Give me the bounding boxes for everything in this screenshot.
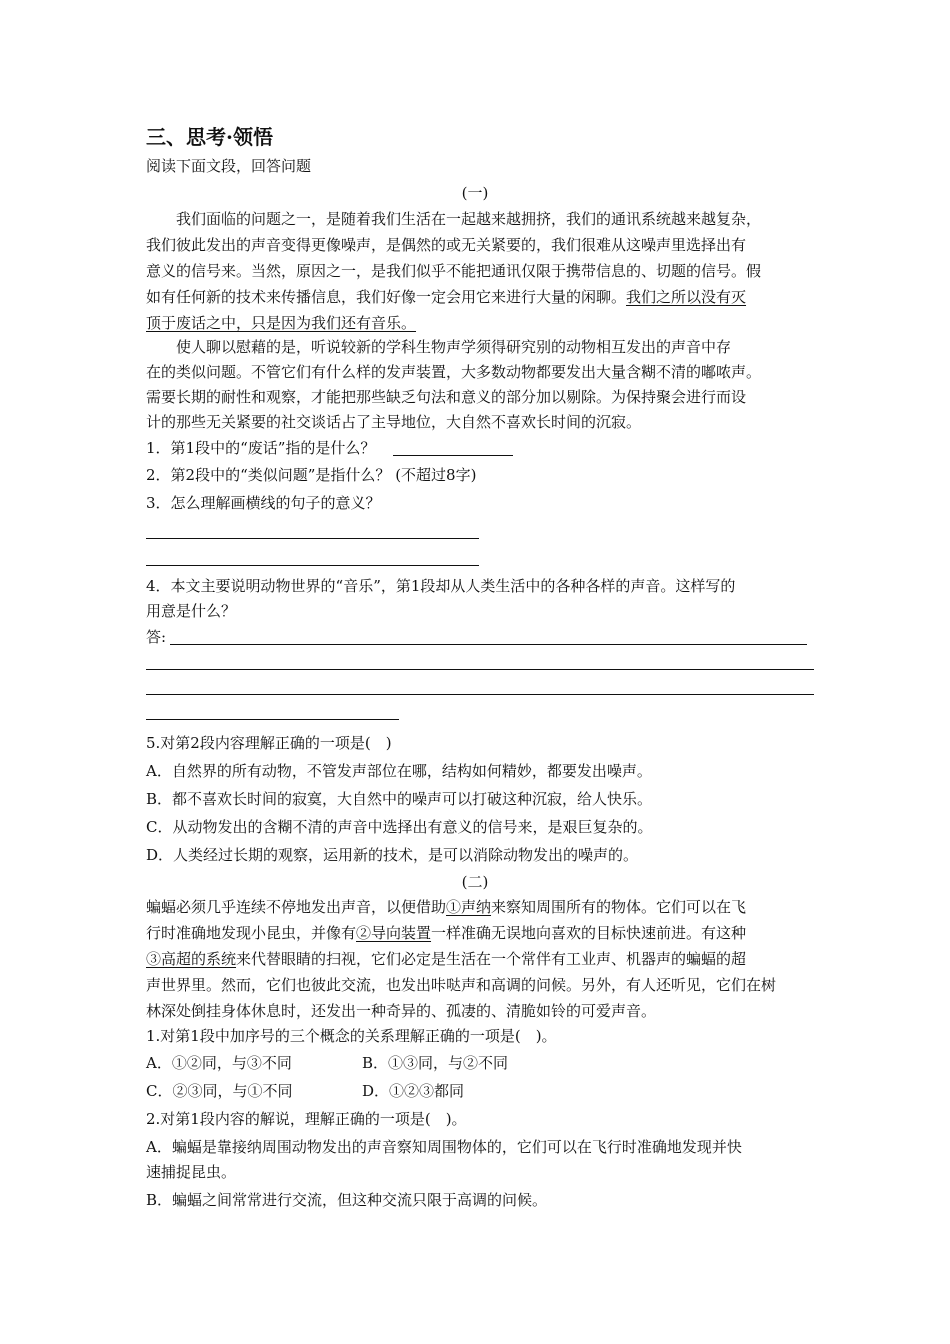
part2-question-2: 2.对第1段内容的解说，理解正确的一项是( )。	[146, 1110, 467, 1128]
q5-option-d[interactable]: D．人类经过长期的观察，运用新的技术，是可以消除动物发出的噪声的。	[146, 846, 639, 864]
p3-line-4: 声世界里。然而，它们也彼此交流，也发出咔哒声和高调的问候。另外，有人还听见，它们在树	[146, 976, 777, 994]
question-3: 3．怎么理解画横线的句子的意义？	[146, 494, 381, 512]
section-title: 三、思考·领悟	[146, 125, 273, 149]
answer-label: 答:	[146, 628, 167, 646]
answer-line-4c[interactable]	[146, 694, 814, 695]
p2q1-option-b[interactable]: B．①③同，与②不同	[362, 1054, 509, 1072]
q5-option-c[interactable]: C．从动物发出的含糊不清的声音中选择出有意义的信号来，是艰巨复杂的。	[146, 818, 653, 836]
part1-label: (一)	[461, 184, 489, 202]
answer-line-4a[interactable]	[170, 644, 807, 645]
question-5: 5.对第2段内容理解正确的一项是( )	[146, 734, 392, 752]
answer-line-3a[interactable]	[146, 538, 479, 539]
p2-line-3: 需要长期的耐性和观察，才能把那些缺乏句法和意义的部分加以剔除。为保持聚会进行而设	[146, 388, 747, 406]
p2q1-option-a[interactable]: A．①②同，与③不同	[146, 1054, 292, 1072]
p2q2-option-a-line-2[interactable]: 速捕捉昆虫。	[146, 1163, 237, 1181]
question-4-line-1: 4．本文主要说明动物世界的“音乐”，第1段却从人类生活中的各种各样的声音。这样写的	[146, 577, 736, 595]
p1-line-4-plain: 如有任何新的技术来传播信息，我们好像一定会用它来进行大量的闲聊。	[146, 288, 627, 306]
p1-line-1: 我们面临的问题之一，是随着我们生活在一起越来越拥挤，我们的通讯系统越来越复杂，	[146, 210, 762, 228]
p3-line-3-b: 来代替眼睛的扫视，它们必定是生活在一个常伴有工业声、机器声的蝙蝠的超	[236, 950, 747, 968]
p3-line-2-b: 一样准确无误地向喜欢的目标快速前进。有这种	[431, 924, 747, 942]
p2q1-options-row-2	[146, 1081, 465, 1101]
answer-line-4b[interactable]	[146, 669, 814, 670]
answer-line-3b[interactable]	[146, 565, 479, 566]
instruction: 阅读下面文段，回答问题	[146, 157, 312, 175]
p1-line-3: 意义的信号来。当然，原因之一，是我们似乎不能把通讯仅限于携带信息的、切题的信号。假	[146, 262, 762, 280]
part2-label: (二)	[461, 873, 489, 891]
p2q1-options-row-1	[146, 1053, 509, 1073]
p2q1-option-c[interactable]: C．②③同，与①不同	[146, 1082, 293, 1100]
p1-line-5	[146, 313, 416, 333]
p2-line-2: 在的类似问题。不管它们有什么样的发声装置，大多数动物都要发出大量含糊不清的嘟哝声。	[146, 363, 762, 381]
p3-line-2-a: 行时准确地发现小昆虫，并像有	[146, 924, 357, 942]
question-1-text: 1．第1段中的“废话”指的是什么？	[146, 439, 376, 457]
question-2: 2．第2段中的“类似问题”是指什么？ (不超过8字)	[146, 466, 477, 484]
p2-line-4: 计的那些无关紧要的社交谈话占了主导地位，大自然不喜欢长时间的沉寂。	[146, 413, 642, 431]
p2q2-option-a-line-1[interactable]: A．蝙蝠是靠接纳周围动物发出的声音察知周围物体的，它们可以在飞行时准确地发现并快	[146, 1138, 742, 1156]
p2q1-option-d[interactable]: D．①②③都同	[362, 1082, 465, 1100]
answer-line-4d[interactable]	[146, 719, 399, 720]
q5-option-a[interactable]: A．自然界的所有动物，不管发声部位在哪，结构如何精妙，都要发出噪声。	[146, 762, 652, 780]
concept-3: ③高超的系统	[146, 950, 237, 968]
p3-line-1-a: 蝙蝠必须几乎连续不停地发出声音，以便借助	[146, 898, 447, 916]
p3-line-5: 林深处倒挂身体休息时，还发出一种奇异的、孤凄的、清脆如铃的可爱声音。	[146, 1002, 657, 1020]
p3-line-3	[146, 949, 746, 969]
p2-line-1: 使人聊以慰藉的是，听说较新的学科生物声学须得研究别的动物相互发出的声音中存	[146, 338, 732, 356]
underlined-sentence-end: 顶于废话之中，只是因为我们还有音乐。	[146, 314, 417, 332]
question-4-line-2: 用意是什么？	[146, 602, 237, 620]
p1-line-2: 我们彼此发出的声音变得更像噪声，是偶然的或无关紧要的，我们很难从这噪声里选择出有	[146, 236, 747, 254]
question-1	[146, 438, 513, 458]
p3-line-1	[146, 897, 746, 917]
concept-1: ①声纳	[446, 898, 492, 916]
answer-blank-1[interactable]	[393, 441, 513, 456]
part2-question-1: 1.对第1段中加序号的三个概念的关系理解正确的一项是( )。	[146, 1027, 557, 1045]
p1-line-4	[146, 287, 746, 307]
underlined-sentence-start: 我们之所以没有灭	[626, 288, 747, 306]
concept-2: ②导向装置	[356, 924, 432, 942]
p2q2-option-b[interactable]: B．蝙蝠之间常常进行交流，但这种交流只限于高调的问候。	[146, 1191, 548, 1209]
p3-line-2	[146, 923, 746, 943]
q5-option-b[interactable]: B．都不喜欢长时间的寂寞，大自然中的噪声可以打破这种沉寂，给人快乐。	[146, 790, 653, 808]
p3-line-1-b: 来察知周围所有的物体。它们可以在飞	[491, 898, 747, 916]
